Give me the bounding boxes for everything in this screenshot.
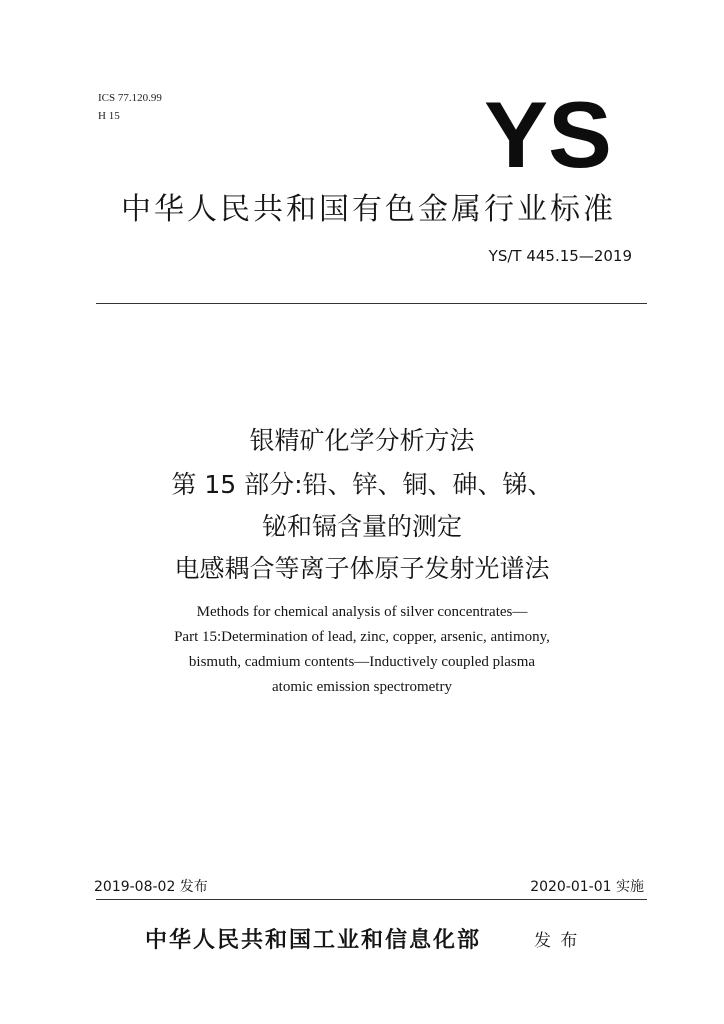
top-divider xyxy=(96,303,647,304)
title-en-line-4: atomic emission spectrometry xyxy=(272,679,452,695)
publish-date: 2019-08-02 发布 xyxy=(94,879,208,895)
title-cn-line-4: 电感耦合等离子体原子发射光谱法 xyxy=(174,554,550,583)
title-cn-line-3: 铋和镉含量的测定 xyxy=(261,512,462,541)
title-en-line-3: bismuth, cadmium contents—Inductively coupled plasma xyxy=(188,654,536,670)
ccs-code: H 15 xyxy=(98,110,120,122)
issuing-authority: 中华人民共和国工业和信息化部 xyxy=(145,927,482,953)
svg-text:YS: YS xyxy=(484,95,612,173)
bottom-divider xyxy=(96,899,647,900)
issue-label: 发 布 xyxy=(534,931,580,951)
title-cn-line-2: 第 15 部分:铅、锌、铜、砷、锑、 xyxy=(171,470,553,499)
title-cn-line-1: 银精矿化学分析方法 xyxy=(249,426,475,455)
standard-code: YS/T 445.15—2019 xyxy=(488,247,632,265)
title-en-line-1: Methods for chemical analysis of silver concentrates— xyxy=(196,604,528,620)
title-en-line-2: Part 15:Determination of lead, zinc, copper, arsenic, antimony, xyxy=(174,629,550,645)
ics-code: ICS 77.120.99 xyxy=(98,92,162,104)
standard-category: 中华人民共和国有色金属行业标准 xyxy=(121,192,616,227)
ys-logo xyxy=(484,95,614,173)
implement-date: 2020-01-01 实施 xyxy=(530,879,644,895)
